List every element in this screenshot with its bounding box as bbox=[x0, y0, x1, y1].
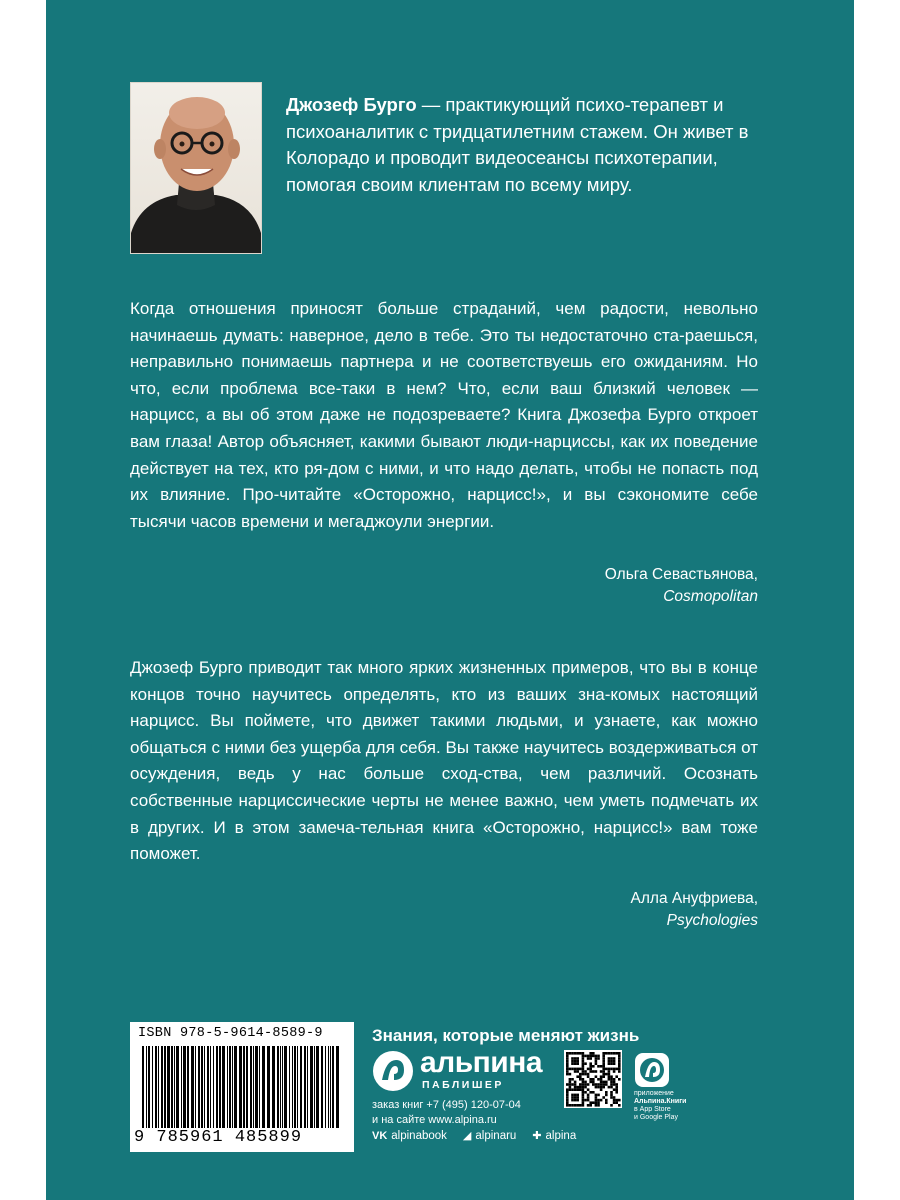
app-line-1: приложение bbox=[634, 1090, 674, 1097]
barcode-block bbox=[130, 1022, 354, 1152]
app-info bbox=[634, 1090, 694, 1122]
publisher-name: альпина bbox=[420, 1046, 543, 1079]
barcode-bars bbox=[142, 1046, 342, 1134]
social-telegram bbox=[463, 1129, 516, 1142]
social-plus bbox=[532, 1129, 576, 1142]
review-1-author: Ольга Севастьянова, bbox=[604, 566, 758, 583]
social-vk bbox=[372, 1130, 447, 1142]
isbn-label: ISBN 978-5-9614-8589-9 bbox=[138, 1026, 323, 1041]
author-bio-text: — практикующий психо-терапевт и психоаналитик с тридцатилетним стажем. Он живет в Колорадо и проводит видеосеансы психотерапии, помогая своим клиентам по всему миру. bbox=[286, 94, 749, 195]
qr-code bbox=[564, 1050, 622, 1108]
ean-number: 9 785961 485899 bbox=[134, 1128, 350, 1147]
review-2-author: Алла Ануфриева, bbox=[630, 890, 758, 907]
review-1-attribution bbox=[605, 564, 758, 608]
author-photo bbox=[130, 82, 262, 254]
author-bio bbox=[286, 92, 766, 198]
review-2-text: Джозеф Бурго приводит так много ярких жизненных примеров, что вы в конце концов точно научитесь определять, кто из ваших зна-комых настоящий нарцисс. Вы поймете, что движет такими людьми, и узнаете, как можно общаться с ними без ущерба для себя. Вы также научитесь воздерживаться от осуждения, ведь у нас больше сход-ства, чем различий. Осознать собственные нарциссические черты не менее важно, чем уметь подмечать их в других. И в этом замеча-тельная книга «Осторожно, нарцисс!» вам тоже поможет. bbox=[130, 658, 758, 864]
social-telegram-label: alpinaru bbox=[475, 1129, 517, 1142]
author-name: Джозеф Бурго bbox=[286, 94, 417, 115]
order-site: и на сайте www.alpina.ru bbox=[372, 1114, 497, 1126]
app-icon bbox=[634, 1052, 670, 1088]
back-cover bbox=[46, 0, 854, 1200]
social-links bbox=[372, 1129, 576, 1142]
social-vk-label: alpinabook bbox=[391, 1129, 447, 1142]
plus-icon: ✚ bbox=[532, 1130, 542, 1142]
telegram-icon: ◢ bbox=[462, 1130, 472, 1142]
alpina-logo-icon bbox=[372, 1050, 414, 1092]
order-info bbox=[372, 1098, 521, 1128]
vk-icon: VK bbox=[372, 1129, 388, 1142]
order-phone: заказ книг +7 (495) 120-07-04 bbox=[372, 1099, 521, 1111]
app-line-2: Альпина.Книги bbox=[634, 1098, 687, 1105]
review-2-publication: Psychologies bbox=[666, 912, 758, 929]
app-line-3: в App Store bbox=[634, 1106, 671, 1113]
review-1-text: Когда отношения приносят больше страданий, чем радости, невольно начинаешь думать: наверное, дело в тебе. Это ты недостаточно ста-раешься, неправильно понимаешь партнера и не соответствуешь его ожиданиям. Но что, если проблема все-таки в нем? Что, если ваш близкий человек — нарцисс, а вы об этом даже не подозреваете? Книга Джозефа Бурго откроет вам глаза! Автор объясняет, какими бывают люди-нарциссы, как их поведение действует на тех, кто ря-дом с ними, и что надо делать, чтобы не попасть под их влияние. Про-читайте «Осторожно, нарцисс!», и вы сэкономите себе тысячи часов времени и мегаджоули энергии. bbox=[130, 299, 758, 531]
app-line-4: и Google Play bbox=[634, 1114, 678, 1121]
social-plus-label: alpina bbox=[545, 1129, 577, 1142]
publisher-tagline: Знания, которые меняют жизнь bbox=[372, 1026, 640, 1045]
review-2-attribution bbox=[631, 888, 758, 932]
review-1-publication: Cosmopolitan bbox=[663, 588, 758, 605]
publisher-sub: ПАБЛИШЕР bbox=[422, 1079, 504, 1091]
